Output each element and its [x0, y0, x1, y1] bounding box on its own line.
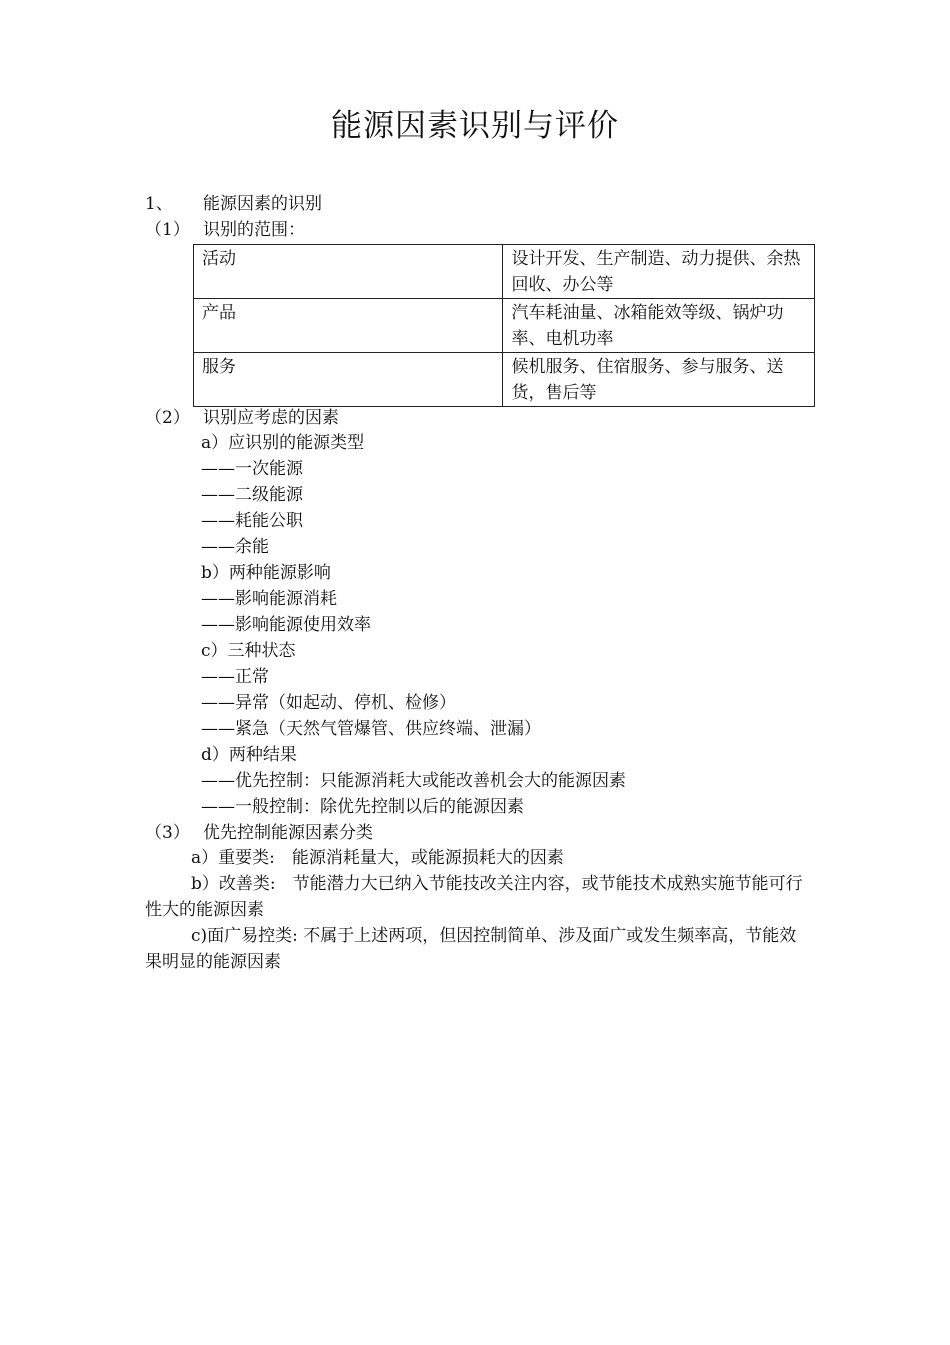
section-1-label: 能源因素的识别 — [203, 194, 322, 214]
factor-line: ——一次能源 — [201, 459, 303, 479]
factor-line: a）应识别的能源类型 — [201, 433, 365, 453]
subsection-1-heading — [145, 218, 305, 242]
class-improvement: b）改善类: 节能潜力大已纳入节能技改关注内容，或节能技术成熟实施节能可行性大的能源因素 — [145, 874, 803, 920]
table-cell-value: 设计开发、生产制造、动力提供、余热回收、办公等 — [503, 245, 815, 299]
factor-line: ——正常 — [201, 667, 269, 687]
factor-line: ——二级能源 — [201, 485, 303, 505]
factor-line: d）两种结果 — [201, 745, 297, 765]
page-title: 能源因素识别与评价 — [331, 108, 619, 144]
factor-line: ——优先控制：只能源消耗大或能改善机会大的能源因素 — [201, 771, 626, 791]
factor-line: c）三种状态 — [201, 641, 296, 661]
factor-line: ——一般控制：除优先控制以后的能源因素 — [201, 797, 524, 817]
factor-line: ——紧急（天然气管爆管、供应终端、泄漏） — [201, 719, 541, 739]
subsection-2-heading — [145, 406, 339, 430]
factor-line: ——影响能源使用效率 — [201, 615, 371, 635]
factor-line: ——影响能源消耗 — [201, 589, 337, 609]
subsection-3-heading — [145, 821, 373, 845]
table-cell-value: 汽车耗油量、冰箱能效等级、锅炉功率、电机功率 — [503, 299, 815, 353]
table-cell-key: 活动 — [194, 245, 503, 299]
subsection-2-number: （2） — [145, 408, 190, 428]
factor-line: ——异常（如起动、停机、检修） — [201, 693, 456, 713]
section-1-heading — [145, 192, 322, 216]
factor-line: ——耗能公职 — [201, 511, 303, 531]
factor-line: b）两种能源影响 — [201, 563, 331, 583]
subsection-3-label: 优先控制能源因素分类 — [203, 823, 373, 843]
subsection-2-label: 识别应考虑的因素 — [203, 408, 339, 428]
class-easy-control: c)面广易控类: 不属于上述两项，但因控制简单、涉及面广或发生频率高，节能效果明显的能源因素 — [145, 926, 797, 972]
table-row — [194, 245, 815, 299]
table-cell-key: 产品 — [194, 299, 503, 353]
table-cell-key: 服务 — [194, 353, 503, 407]
subsection-3-number: （3） — [145, 823, 190, 843]
scope-table — [193, 244, 815, 407]
subsection-1-label: 识别的范围： — [203, 220, 305, 240]
section-1-number: 1、 — [145, 194, 173, 214]
table-cell-value: 候机服务、住宿服务、参与服务、送货，售后等 — [503, 353, 815, 407]
table-row — [194, 353, 815, 407]
factor-line: ——余能 — [201, 537, 269, 557]
subsection-1-number: （1） — [145, 220, 190, 240]
table-row — [194, 299, 815, 353]
class-important: a）重要类: 能源消耗量大，或能源损耗大的因素 — [191, 848, 564, 868]
